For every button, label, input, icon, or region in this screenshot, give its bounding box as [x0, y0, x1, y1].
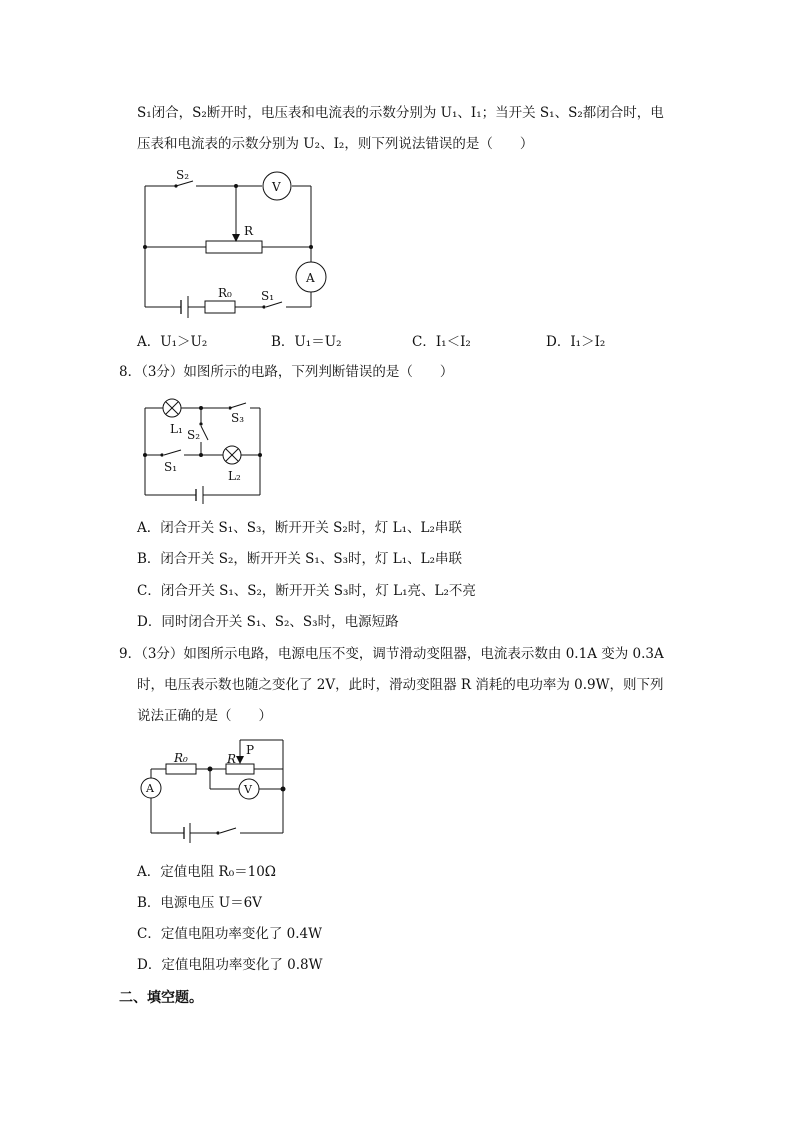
q7-option-d: D．I₁＞I₂ — [546, 334, 606, 350]
q9-option-d: D．定值电阻功率变化了 0.8W — [137, 957, 323, 973]
q8-label-s3: S₃ — [231, 411, 245, 425]
q8-option-c: C．闭合开关 S₁、S₂，断开开关 S₃时，灯 L₁亮、L₂不亮 — [137, 583, 476, 599]
q8-option-a: A．闭合开关 S₁、S₃，断开开关 S₂时，灯 L₁、L₂串联 — [137, 520, 462, 536]
q9-option-a: A．定值电阻 R₀＝10Ω — [137, 864, 276, 880]
q7-option-a: A．U₁＞U₂ — [137, 334, 208, 350]
section-heading-fill-in: 二、填空题。 — [119, 990, 203, 1006]
q9-option-c: C．定值电阻功率变化了 0.4W — [137, 926, 322, 942]
q7-stem-line1: S₁闭合，S₂断开时，电压表和电流表的示数分别为 U₁、I₁；当开关 S₁、S₂都闭合时，电 — [137, 105, 664, 121]
q7-label-s1: S₁ — [261, 289, 275, 303]
q7-label-voltmeter: V — [272, 180, 281, 194]
q8-label-s1: S₁ — [164, 460, 178, 474]
q9-stem-line2: 时，电压表示数也随之变化了 2V，此时，滑动变阻器 R 消耗的电功率为 0.9W，则下列 — [137, 677, 664, 693]
q9-stem-line3: 说法正确的是（ ） — [137, 708, 272, 724]
q9-label-ammeter: A — [146, 782, 154, 795]
q7-label-r: R — [244, 224, 254, 238]
q9-option-b: B．电源电压 U＝6V — [137, 895, 262, 911]
q8-stem: 8．（3分）如图所示的电路，下列判断错误的是（ ） — [119, 364, 454, 380]
q8-label-s2: S₂ — [187, 428, 201, 442]
q9-label-r: R — [227, 752, 237, 766]
q7-label-s2: S₂ — [176, 168, 190, 182]
q7-option-b: B．U₁＝U₂ — [271, 334, 342, 350]
q7-label-r0: R₀ — [218, 286, 232, 300]
q8-label-l2: L₂ — [228, 469, 241, 483]
q7-label-ammeter: A — [306, 271, 315, 285]
q8-label-l1: L₁ — [170, 422, 183, 436]
q9-label-p: P — [246, 743, 255, 757]
q8-option-d: D．同时闭合开关 S₁、S₂、S₃时，电源短路 — [137, 614, 399, 630]
q7-option-c: C．I₁＜I₂ — [412, 334, 471, 350]
q9-label-voltmeter: V — [244, 783, 252, 796]
q8-option-b: B．闭合开关 S₂，断开开关 S₁、S₃时，灯 L₁、L₂串联 — [137, 551, 463, 567]
q9-label-r0: R₀ — [174, 751, 188, 765]
q7-stem-line2: 压表和电流表的示数分别为 U₂、I₂，则下列说法错误的是（ ） — [137, 136, 534, 152]
q9-stem-line1: 9．（3分）如图所示电路，电源电压不变，调节滑动变阻器，电流表示数由 0.1A 变为 0.3A — [119, 646, 664, 662]
